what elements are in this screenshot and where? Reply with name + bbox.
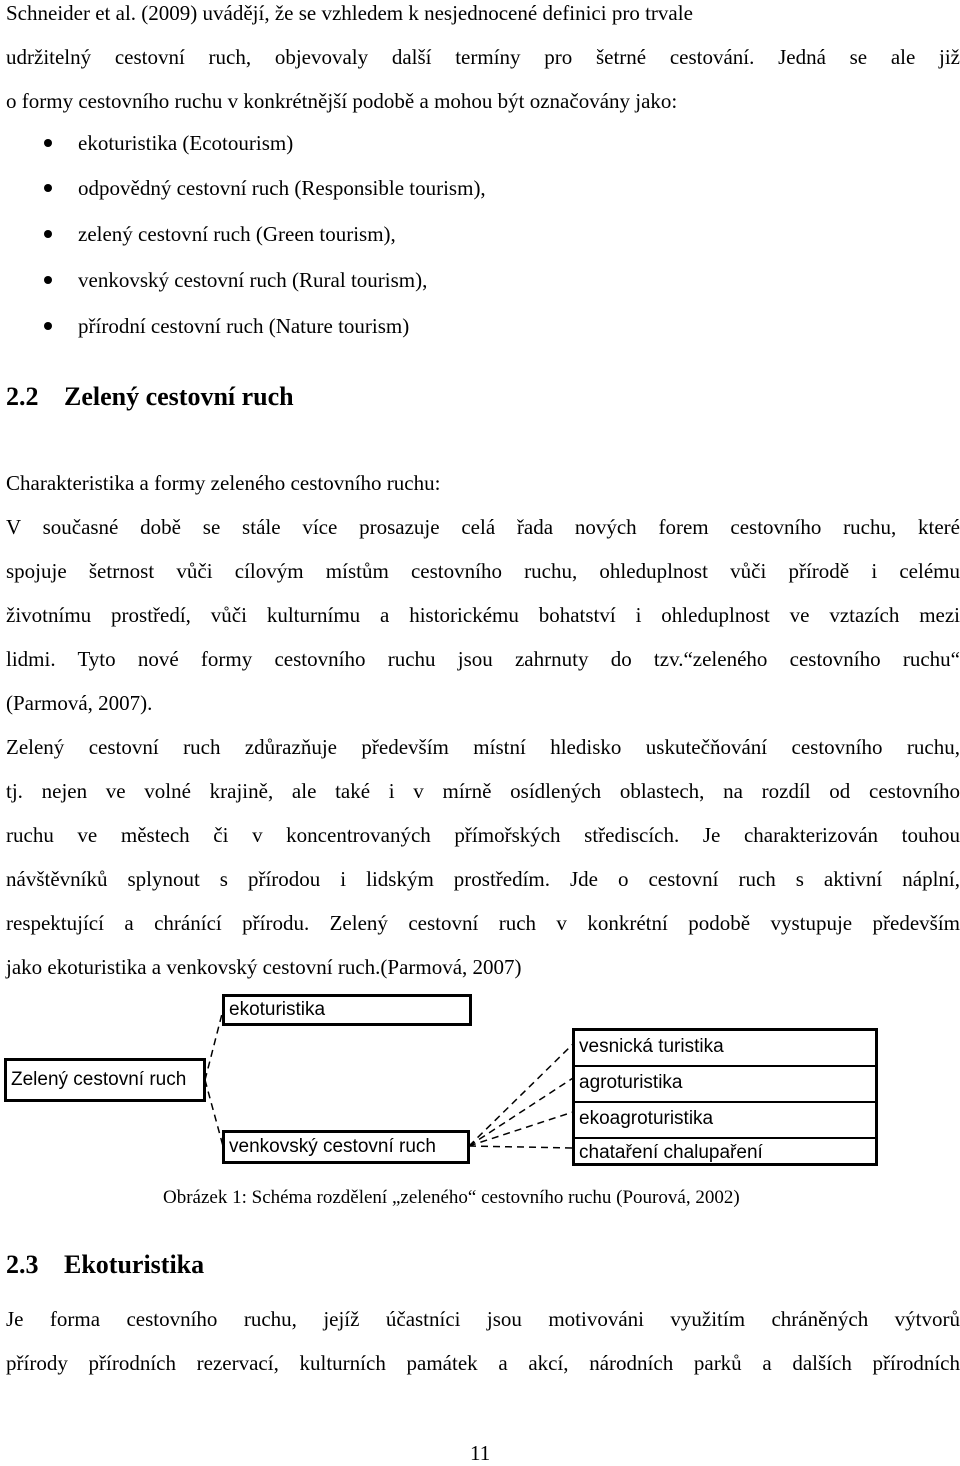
paragraph-line: lidmi. Tyto nové formy cestovního ruchu jsou zahrnuty do tzv.“zeleného cestovního ruchu“	[6, 647, 960, 671]
diagram-leaves-box	[572, 1028, 878, 1166]
paragraph-line: Zelený cestovní ruch zdůrazňuje především místní hledisko uskutečňování cestovního ruchu,	[6, 735, 960, 759]
list-item: ekoturistika (Ecotourism)	[78, 131, 294, 155]
connector-line	[205, 1080, 223, 1146]
diagram-leaf: vesnická turistika	[575, 1031, 875, 1067]
paragraph-line: tj. nejen ve volné krajině, ale také i v mírně osídlených oblastech, na rozdíl od cestovního	[6, 779, 960, 803]
diagram-root-box: Zelený cestovní ruch	[4, 1058, 206, 1102]
diagram-branch-box: venkovský cestovní ruch	[222, 1130, 470, 1164]
list-item: přírodní cestovní ruch (Nature tourism)	[78, 314, 410, 338]
list-item: odpovědný cestovní ruch (Responsible tourism),	[78, 176, 486, 200]
section-title: Ekoturistika	[64, 1250, 205, 1279]
paragraph-line: životnímu prostředí, vůči kulturnímu a historickému bohatství i ohleduplnost ve vztazích mezi	[6, 603, 960, 627]
intro-line-1: Schneider et al. (2009) uvádějí, že se vzhledem k nesjednocené definici pro trvale	[6, 1, 693, 25]
paragraph-line: Je forma cestovního ruchu, jejíž účastníci jsou motivováni využitím chráněných výtvorů	[6, 1307, 960, 1331]
list-item: venkovský cestovní ruch (Rural tourism),	[78, 268, 428, 292]
page-number: 11	[470, 1441, 491, 1465]
paragraph-line: ruchu ve městech či v koncentrovaných přímořských střediscích. Je charakterizován touhou	[6, 823, 960, 847]
paragraph-line: návštěvníků splynout s přírodou i lidským prostředím. Jde o cestovní ruch s aktivní náplní,	[6, 867, 960, 891]
diagram-leaf: chataření chalupaření	[579, 1142, 763, 1163]
paragraph-line: (Parmová, 2007).	[6, 691, 153, 715]
paragraph-line: respektující a chránící přírodu. Zelený cestovní ruch v konkrétní podobě vystupuje především	[6, 911, 960, 935]
connector-line	[469, 1044, 573, 1146]
section-number: 2.3	[6, 1250, 39, 1279]
section-number: 2.2	[6, 382, 39, 411]
connector-line	[469, 1078, 573, 1146]
diagram-leaf: ekoagroturistika	[575, 1103, 875, 1139]
paragraph-line: přírody přírodních rezervací, kulturních památek a akcí, národních parků a dalších přírodních	[6, 1351, 960, 1375]
section-subtitle: Charakteristika a formy zeleného cestovního ruchu:	[6, 471, 441, 495]
intro-line-2: udržitelný cestovní ruch, objevovaly další termíny pro šetrné cestování. Jedná se ale již	[6, 45, 960, 69]
paragraph-line: V současné době se stále více prosazuje celá řada nových forem cestovního ruchu, které	[6, 515, 960, 539]
paragraph-line: spojuje šetrnost vůči cílovým místům cestovního ruchu, ohleduplnost vůči přírodě i celému	[6, 559, 960, 583]
connector-line	[205, 1010, 223, 1080]
connector-line	[469, 1146, 573, 1148]
list-item: zelený cestovní ruch (Green tourism),	[78, 222, 396, 246]
intro-line-3: o formy cestovního ruchu v konkrétnější podobě a mohou být označovány jako:	[6, 89, 678, 113]
section-title: Zelený cestovní ruch	[64, 382, 294, 411]
paragraph-line: jako ekoturistika a venkovský cestovní ruch.(Parmová, 2007)	[6, 955, 522, 979]
diagram-leaf: agroturistika	[575, 1067, 875, 1103]
section-heading-2-3	[6, 1250, 204, 1280]
diagram-branch-box: ekoturistika	[222, 994, 472, 1026]
figure-caption: Obrázek 1: Schéma rozdělení „zeleného“ cestovního ruchu (Pourová, 2002)	[163, 1187, 740, 1208]
connector-line	[469, 1112, 573, 1146]
